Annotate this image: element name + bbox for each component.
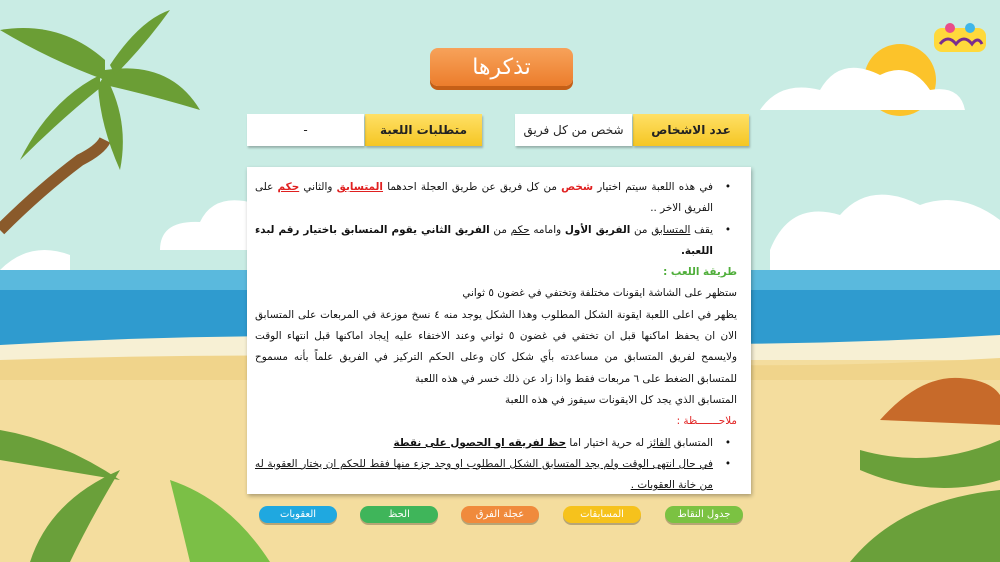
nav-team-wheel-button[interactable]: عجلة الفرق: [461, 506, 539, 523]
text: شخص: [561, 181, 594, 193]
rules-content: [255, 177, 737, 496]
text: من كل فريق عن طريق العجلة احدهما: [383, 181, 562, 193]
how-to-play-line-3: المتسابق الذي يجد كل الايقونات سيفوز في هذه اللعبة: [505, 393, 737, 406]
text: على الفريق الاخر ..: [255, 181, 713, 215]
rule-bullet-2: [255, 220, 737, 263]
text: من: [489, 223, 511, 236]
notes-heading: ملاحـــــــظة :: [676, 415, 737, 428]
text: المتسابق: [670, 436, 713, 449]
title-button: تذكرها: [430, 48, 573, 86]
text: له حرية اختيار اما: [566, 436, 648, 449]
logo: [932, 22, 988, 54]
nav-luck-button[interactable]: الحظ: [360, 506, 438, 523]
text: في هذه اللعبة سيتم اختيار: [593, 181, 714, 193]
how-to-play-heading: طريقة اللعب :: [663, 266, 737, 279]
rule-bullet-1: [255, 177, 737, 220]
note-bullet-1: [255, 433, 737, 454]
nav-competitions-button[interactable]: المسابقات: [563, 506, 641, 523]
text: والثاني: [299, 181, 337, 193]
note-bullet-2: • في حال انتهى الوقت ولم يجد المتسابق الشكل المطلوب او وجد جزء منها فقط للحكم ان يختار العقوبة له من خانة العقوبات .: [255, 454, 737, 497]
how-to-play-line-1: ستظهر على الشاشة ايقونات مختلفة وتختفي في غضون ٥ ثواني: [462, 287, 737, 300]
text: المتسابق: [336, 181, 383, 193]
text: المتسابق: [651, 223, 691, 236]
text: الفريق الثاني يقوم المتسابق باختيار رقم لبدء اللعبة.: [255, 223, 713, 257]
text: حكم: [277, 181, 300, 193]
text: يقف: [690, 223, 713, 236]
requirements-label: متطلبات اللعبة: [365, 114, 482, 146]
text: حكم: [510, 223, 530, 236]
text: حظ لفريقه او الحصول على نقطة: [393, 436, 567, 449]
how-to-play-paragraph: يظهر في اعلى اللعبة ايقونة الشكل المطلوب وهذا الشكل يوجد منه ٤ نسخ موزعة في المربعات على المتسابق الان ان يحفظ اماكنها قبل ان تختفي في غضون ٥ ثواني وعند الاختفاء عليه إيجاد اماكنها قبل انتهاء الوقت ولايسمح لفريق المتسابق من مساعدته بأي شكل كان وعلى الحكم التركيز في الفريق علماً بأنه مسموح للمتسابق الضغط على ٦ مربعات فقط واذا زاد عن ذلك خسر في هذه اللعبة: [255, 308, 737, 385]
text: الفائز: [647, 436, 671, 449]
players-label: عدد الاشخاص: [633, 114, 749, 146]
text: الفريق الأول: [564, 223, 631, 236]
players-value: شخص من كل فريق: [515, 114, 632, 146]
rules-panel: [247, 167, 751, 494]
text: وامامه: [529, 223, 565, 236]
nav-points-table-button[interactable]: جدول النقاط: [665, 506, 743, 523]
nav-penalties-button[interactable]: العقوبات: [259, 506, 337, 523]
requirements-value: -: [247, 114, 364, 146]
text: من: [630, 223, 652, 236]
